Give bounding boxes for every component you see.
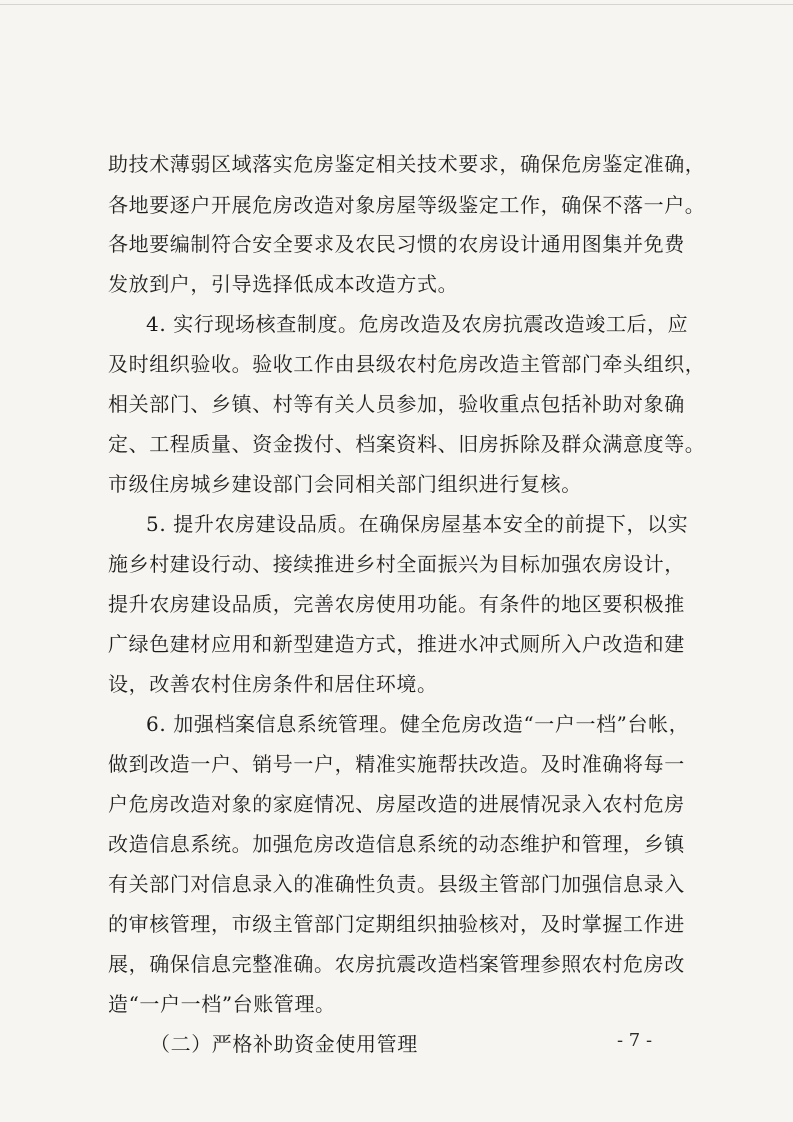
page-number: - 7 -: [617, 1030, 653, 1051]
text-line: 设，改善农村住房条件和居住环境。: [108, 672, 438, 696]
text-line: 发放到户，引导选择低成本改造方式。: [108, 272, 459, 296]
text-line: 助技术薄弱区域落实危房鉴定相关技术要求，确保危房鉴定准确，: [108, 152, 706, 176]
text-line: 施乡村建设行动、接续推进乡村全面振兴为目标加强农房设计，: [108, 552, 685, 576]
section-heading: （二）严格补助资金使用管理: [150, 1032, 418, 1056]
text-line: 5. 提升农房建设品质。在确保房屋基本安全的前提下，以实: [146, 512, 689, 536]
scan-edge-line: [0, 4, 793, 5]
text-line: 的审核管理，市级主管部门定期组织抽验核对，及时掌握工作进: [108, 912, 685, 936]
text-line: 做到改造一户、销号一户，精准实施帮扶改造。及时准确将每一: [108, 752, 685, 776]
text-line: 提升农房建设品质，完善农房使用功能。有条件的地区要积极推: [108, 592, 685, 616]
text-line: 广绿色建材应用和新型建造方式，推进水冲式厕所入户改造和建: [108, 632, 685, 656]
text-line: 6. 加强档案信息系统管理。健全危房改造“一户一档”台帐，: [146, 712, 690, 736]
text-line: 改造信息系统。加强危房改造信息系统的动态维护和管理，乡镇: [108, 832, 685, 856]
text-line: 及时组织验收。验收工作由县级农村危房改造主管部门牵头组织，: [108, 352, 706, 376]
text-line: 4. 实行现场核查制度。危房改造及农房抗震改造竣工后，应: [146, 312, 689, 336]
text-line: 造“一户一档”台账管理。: [108, 992, 336, 1016]
text-line: 市级住房城乡建设部门会同相关部门组织进行复核。: [108, 472, 582, 496]
text-line: 定、工程质量、资金拨付、档案资料、旧房拆除及群众满意度等。: [108, 432, 706, 456]
text-line: 展，确保信息完整准确。农房抗震改造档案管理参照农村危房改: [108, 952, 685, 976]
text-line: 户危房改造对象的家庭情况、房屋改造的进展情况录入农村危房: [108, 792, 685, 816]
text-line: 有关部门对信息录入的准确性负责。县级主管部门加强信息录入: [108, 872, 685, 896]
text-line: 各地要编制符合安全要求及农民习惯的农房设计通用图集并免费: [108, 232, 685, 256]
text-line: 各地要逐户开展危房改造对象房屋等级鉴定工作，确保不落一户。: [108, 193, 706, 217]
text-line: 相关部门、乡镇、村等有关人员参加，验收重点包括补助对象确: [108, 392, 685, 416]
